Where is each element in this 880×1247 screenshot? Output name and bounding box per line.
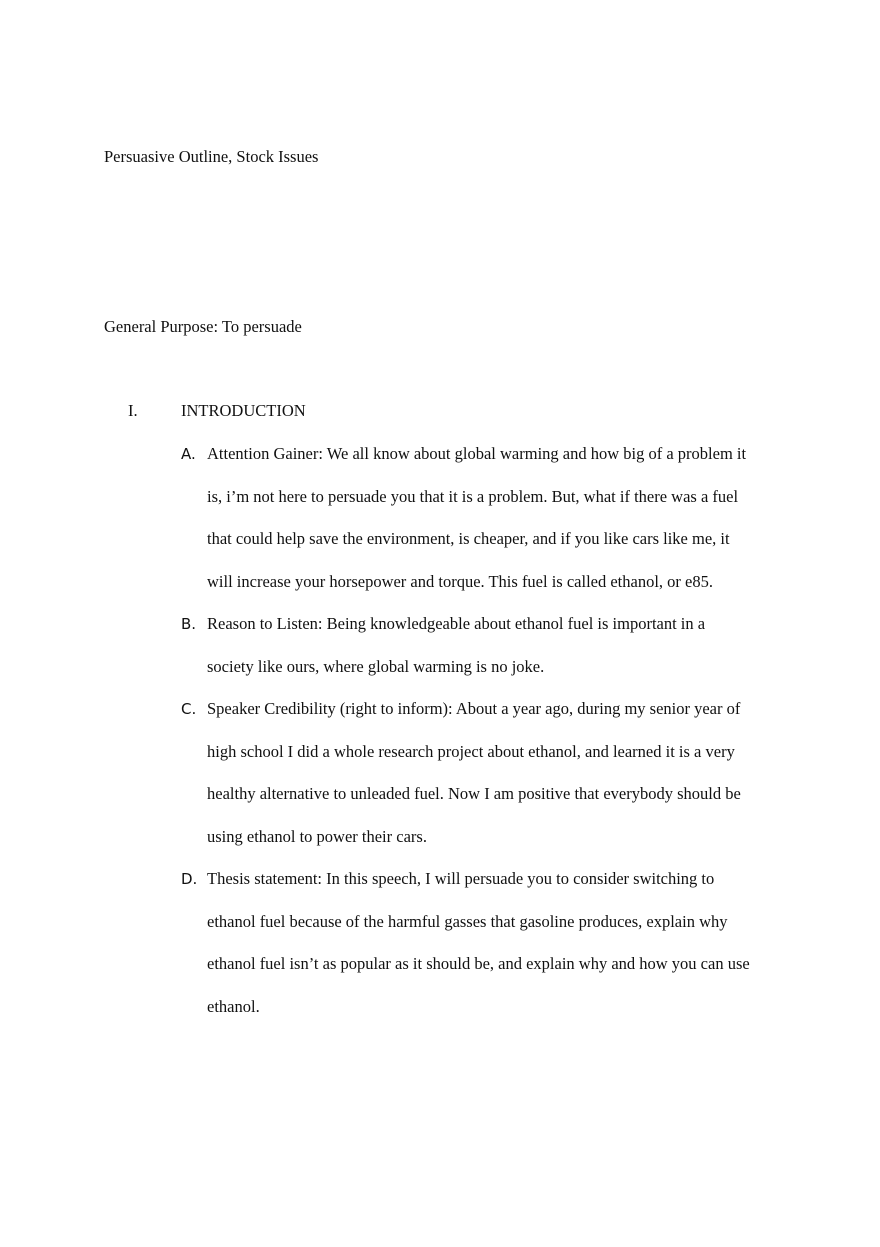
document-title: Persuasive Outline, Stock Issues	[104, 147, 319, 166]
text-line: ethanol fuel because of the harmful gasses that gasoline produces, explain why	[207, 911, 728, 931]
section-numeral: I.	[128, 401, 138, 420]
text-line: society like ours, where global warming is no joke.	[207, 656, 545, 676]
text-line: Attention Gainer: We all know about global warming and how big of a problem it	[207, 444, 747, 463]
item-letter: B.	[181, 615, 197, 633]
text-line: Thesis statement: In this speech, I will persuade you to consider switching to	[207, 869, 715, 888]
text-line: high school I did a whole research project about ethanol, and learned it is a very	[207, 741, 735, 761]
item-letter: D.	[181, 870, 198, 888]
section-heading: INTRODUCTION	[181, 401, 306, 420]
text-line: healthy alternative to unleaded fuel. Now I am positive that everybody should be	[207, 784, 741, 803]
text-line: Reason to Listen: Being knowledgeable about ethanol fuel is important in a	[207, 614, 706, 633]
text-line: is, i’m not here to persuade you that it is a problem. But, what if there was a fuel	[207, 486, 739, 506]
text-line: will increase your horsepower and torque. This fuel is called ethanol, or e85.	[207, 571, 713, 591]
text-line: that could help save the environment, is cheaper, and if you like cars like me, it	[207, 529, 730, 548]
text-line: ethanol fuel isn’t as popular as it should be, and explain why and how you can use	[207, 954, 750, 973]
text-line: using ethanol to power their cars.	[207, 826, 427, 846]
item-text	[207, 603, 782, 688]
text-line: ethanol.	[207, 996, 260, 1016]
item-text	[207, 688, 782, 858]
item-text	[207, 433, 782, 603]
text-line: Speaker Credibility (right to inform): About a year ago, during my senior year of	[207, 699, 741, 718]
item-text	[207, 858, 782, 1028]
item-letter: C.	[181, 700, 197, 718]
general-purpose-line: General Purpose: To persuade	[104, 317, 302, 336]
item-letter: A.	[181, 445, 196, 463]
